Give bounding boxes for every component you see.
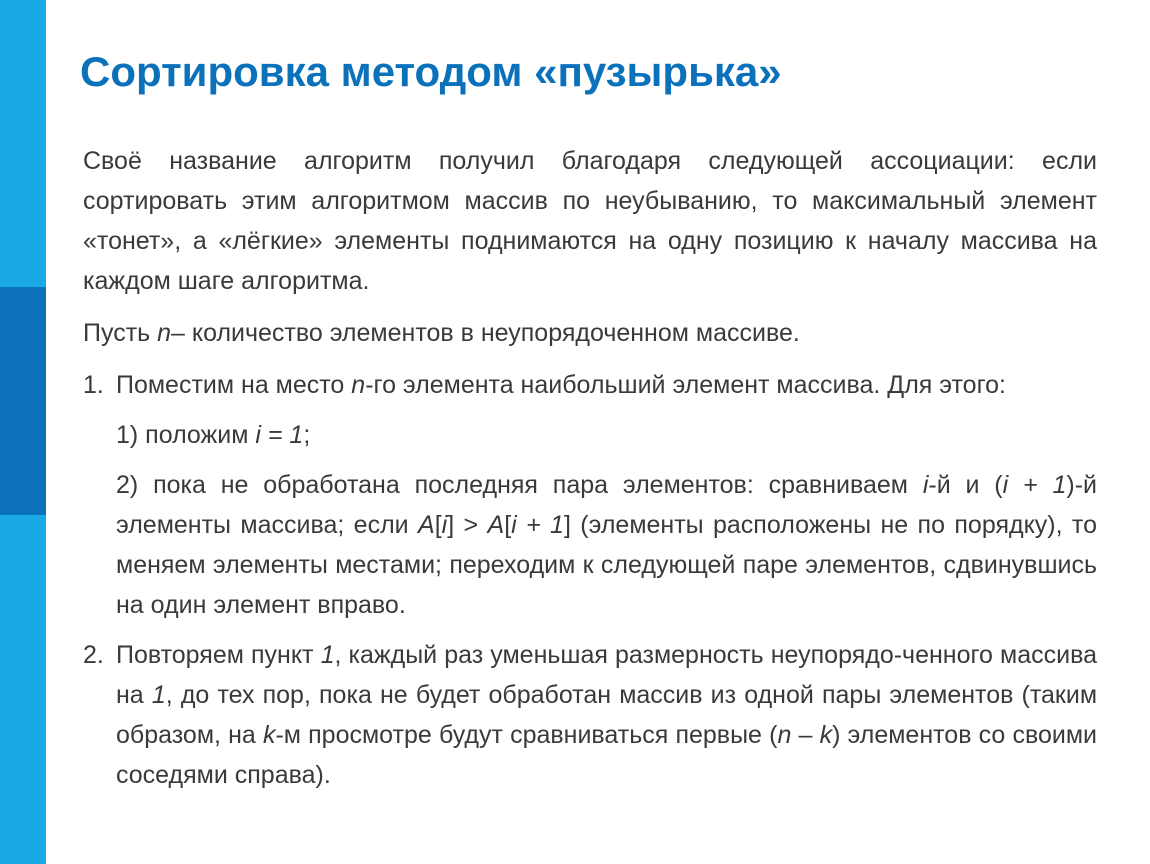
sub-step-2: 2) пока не обработана последняя пара элементов: сравниваем i-й и (i + 1)-й элементы массива; если A[i] > A[i + 1] (элементы расположены не по порядку), то меняем элементы местами; переходим к следующей паре элементов, сдвинувшись на один элемент вправо. <box>116 471 1098 619</box>
side-bar-accent-band <box>0 287 46 515</box>
list-item-1 <box>83 365 1097 625</box>
page-title: Сортировка методом «пузырька» <box>80 48 782 95</box>
list-item-2 <box>83 635 1097 795</box>
list-item-1-text: Поместим на место n-го элемента наибольший элемент массива. Для этого: <box>116 371 1006 399</box>
definition-paragraph: Пусть n– количество элементов в неупорядоченном массиве. <box>83 319 800 347</box>
list-number-2: 2. <box>83 641 104 669</box>
sub-step-1: 1) положим i = 1; <box>116 421 311 449</box>
intro-paragraph: Своё название алгоритм получил благодаря следующей ассоциации: если сортировать этим алгоритмом массив по неубыванию, то максимальный элемент «тонет», а «лёгкие» элементы поднимаются на одну позицию к началу массива на каждом шаге алгоритма. <box>83 147 1097 295</box>
list-number-1: 1. <box>83 371 104 399</box>
slide-body <box>83 141 1097 795</box>
list-item-2-text: Повторяем пункт 1, каждый раз уменьшая размерность неупорядо-ченного массива на 1, до тех пор, пока не будет обработан массив из одной пары элементов (таким образом, на k-м просмотре будут сравниваться первые (n – k) элементов со своими соседями справа). <box>116 641 1098 789</box>
